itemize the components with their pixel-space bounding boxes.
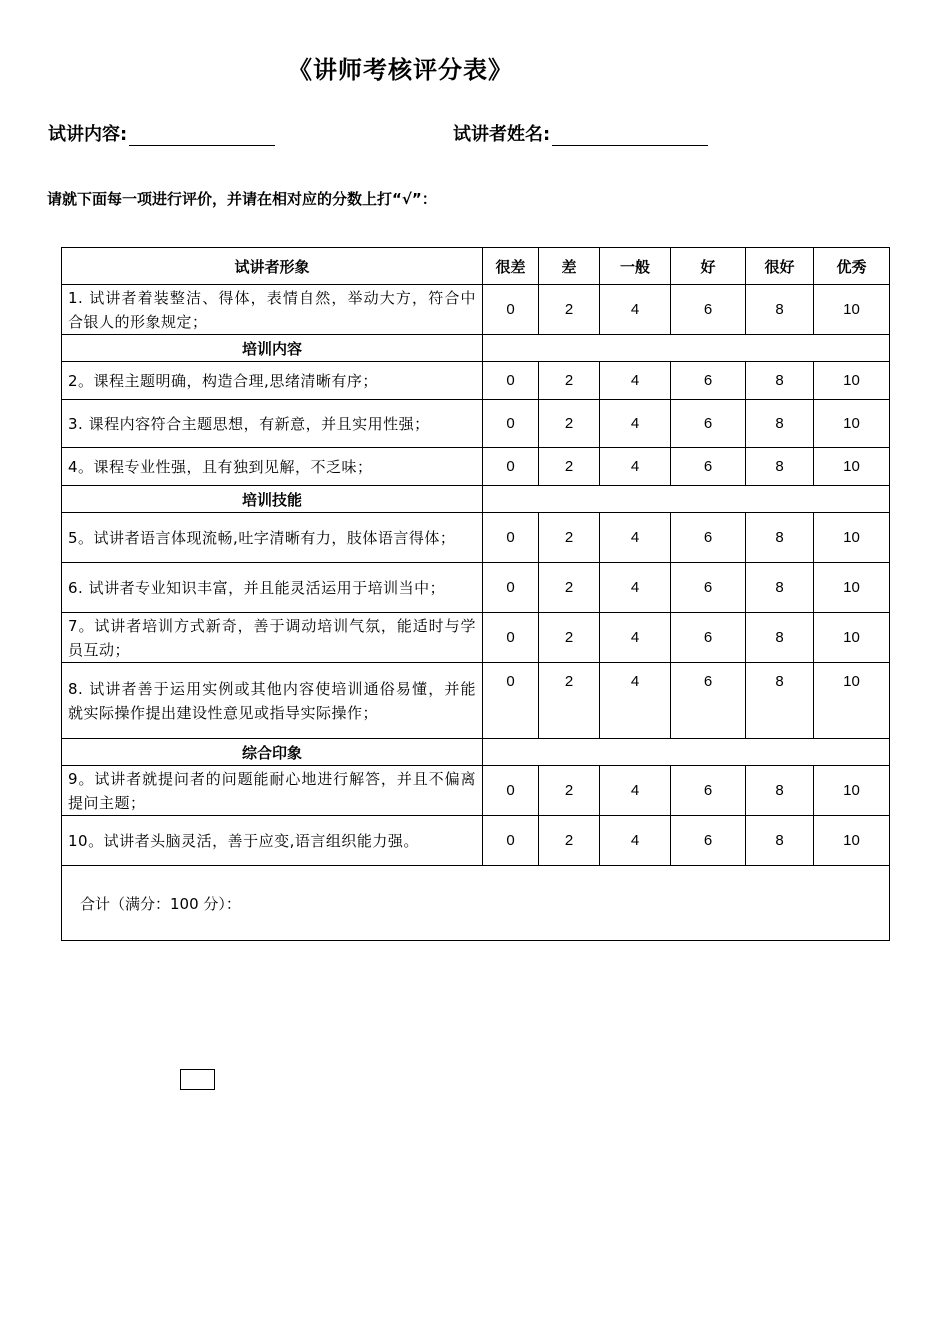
section-row bbox=[62, 335, 890, 362]
score-option[interactable]: 0 bbox=[483, 362, 539, 400]
section-blank-cell bbox=[483, 335, 890, 362]
criterion-text: 2。课程主题明确，构造合理,思绪清晰有序； bbox=[62, 362, 483, 400]
score-option[interactable]: 6 bbox=[671, 613, 746, 663]
criterion-text: 5。试讲者语言体现流畅,吐字清晰有力，肢体语言得体； bbox=[62, 513, 483, 563]
section-row bbox=[62, 739, 890, 766]
score-option[interactable]: 4 bbox=[600, 362, 671, 400]
content-label: 试讲内容: bbox=[48, 124, 128, 145]
score-option[interactable]: 2 bbox=[539, 563, 600, 613]
evaluation-table bbox=[61, 247, 890, 941]
section-blank-cell bbox=[483, 486, 890, 513]
score-option[interactable]: 0 bbox=[483, 513, 539, 563]
score-option[interactable]: 10 bbox=[814, 663, 890, 739]
score-option[interactable]: 2 bbox=[539, 766, 600, 816]
form-title: 《讲师考核评分表》 bbox=[288, 56, 513, 84]
score-option[interactable]: 0 bbox=[483, 766, 539, 816]
name-field bbox=[453, 120, 708, 146]
score-option[interactable]: 0 bbox=[483, 285, 539, 335]
score-option[interactable]: 8 bbox=[746, 400, 814, 448]
section-blank-cell bbox=[483, 739, 890, 766]
header-rating-poor: 差 bbox=[539, 248, 600, 285]
score-option[interactable]: 2 bbox=[539, 448, 600, 486]
header-row bbox=[62, 248, 890, 285]
score-option[interactable]: 0 bbox=[483, 663, 539, 739]
score-option[interactable]: 0 bbox=[483, 400, 539, 448]
score-option[interactable]: 10 bbox=[814, 816, 890, 866]
content-input-line[interactable] bbox=[129, 125, 275, 146]
total-row bbox=[62, 866, 890, 941]
score-option[interactable]: 6 bbox=[671, 400, 746, 448]
score-option[interactable]: 6 bbox=[671, 448, 746, 486]
score-option[interactable]: 8 bbox=[746, 285, 814, 335]
score-option[interactable]: 2 bbox=[539, 362, 600, 400]
score-option[interactable]: 10 bbox=[814, 400, 890, 448]
score-option[interactable]: 10 bbox=[814, 448, 890, 486]
criterion-text: 8. 试讲者善于运用实例或其他内容使培训通俗易懂，并能就实际操作提出建设性意见或指导实际操作； bbox=[62, 663, 483, 739]
criterion-text: 7。试讲者培训方式新奇，善于调动培训气氛，能适时与学员互动； bbox=[62, 613, 483, 663]
score-option[interactable]: 4 bbox=[600, 285, 671, 335]
score-option[interactable]: 0 bbox=[483, 613, 539, 663]
name-label: 试讲者姓名: bbox=[453, 124, 551, 145]
score-option[interactable]: 4 bbox=[600, 563, 671, 613]
score-option[interactable]: 8 bbox=[746, 816, 814, 866]
criterion-row bbox=[62, 362, 890, 400]
criterion-row bbox=[62, 766, 890, 816]
section-heading: 培训内容 bbox=[62, 335, 483, 362]
criterion-row bbox=[62, 816, 890, 866]
criterion-text: 3. 课程内容符合主题思想，有新意，并且实用性强； bbox=[62, 400, 483, 448]
score-option[interactable]: 2 bbox=[539, 663, 600, 739]
score-option[interactable]: 8 bbox=[746, 513, 814, 563]
score-option[interactable]: 4 bbox=[600, 448, 671, 486]
score-option[interactable]: 2 bbox=[539, 400, 600, 448]
score-option[interactable]: 6 bbox=[671, 663, 746, 739]
score-option[interactable]: 0 bbox=[483, 448, 539, 486]
score-option[interactable]: 0 bbox=[483, 563, 539, 613]
score-option[interactable]: 4 bbox=[600, 816, 671, 866]
score-option[interactable]: 6 bbox=[671, 766, 746, 816]
section-heading: 综合印象 bbox=[62, 739, 483, 766]
score-option[interactable]: 8 bbox=[746, 613, 814, 663]
small-box bbox=[180, 1069, 215, 1090]
score-option[interactable]: 4 bbox=[600, 613, 671, 663]
content-field bbox=[48, 120, 275, 146]
criterion-row bbox=[62, 613, 890, 663]
instruction-text: 请就下面每一项进行评价，并请在相对应的分数上打“√”： bbox=[47, 190, 437, 208]
criterion-row bbox=[62, 400, 890, 448]
section-row bbox=[62, 486, 890, 513]
score-option[interactable]: 10 bbox=[814, 766, 890, 816]
header-rating-excellent: 优秀 bbox=[814, 248, 890, 285]
header-rating-average: 一般 bbox=[600, 248, 671, 285]
header-item: 试讲者形象 bbox=[62, 248, 483, 285]
score-option[interactable]: 10 bbox=[814, 362, 890, 400]
criterion-row bbox=[62, 513, 890, 563]
score-option[interactable]: 8 bbox=[746, 766, 814, 816]
score-option[interactable]: 6 bbox=[671, 816, 746, 866]
header-rating-good: 好 bbox=[671, 248, 746, 285]
criterion-text: 4。课程专业性强，且有独到见解，不乏味； bbox=[62, 448, 483, 486]
total-label[interactable]: 合计（满分：100 分）： bbox=[62, 866, 890, 941]
score-option[interactable]: 8 bbox=[746, 448, 814, 486]
name-input-line[interactable] bbox=[552, 125, 708, 146]
score-option[interactable]: 8 bbox=[746, 563, 814, 613]
criterion-text: 6. 试讲者专业知识丰富，并且能灵活运用于培训当中； bbox=[62, 563, 483, 613]
score-option[interactable]: 10 bbox=[814, 563, 890, 613]
criterion-row bbox=[62, 448, 890, 486]
criterion-text: 10。试讲者头脑灵活，善于应变,语言组织能力强。 bbox=[62, 816, 483, 866]
header-rating-very-good: 很好 bbox=[746, 248, 814, 285]
score-option[interactable]: 6 bbox=[671, 362, 746, 400]
score-option[interactable]: 10 bbox=[814, 285, 890, 335]
score-option[interactable]: 2 bbox=[539, 513, 600, 563]
score-option[interactable]: 4 bbox=[600, 513, 671, 563]
criterion-row bbox=[62, 663, 890, 739]
criterion-row bbox=[62, 285, 890, 335]
score-option[interactable]: 0 bbox=[483, 816, 539, 866]
criterion-text: 1. 试讲者着装整洁、得体，表情自然，举动大方，符合中合银人的形象规定； bbox=[62, 285, 483, 335]
score-option[interactable]: 4 bbox=[600, 400, 671, 448]
score-option[interactable]: 8 bbox=[746, 663, 814, 739]
score-option[interactable]: 6 bbox=[671, 513, 746, 563]
score-option[interactable]: 2 bbox=[539, 285, 600, 335]
score-option[interactable]: 2 bbox=[539, 613, 600, 663]
header-rating-very-poor: 很差 bbox=[483, 248, 539, 285]
section-heading: 培训技能 bbox=[62, 486, 483, 513]
score-option[interactable]: 4 bbox=[600, 663, 671, 739]
score-option[interactable]: 6 bbox=[671, 563, 746, 613]
score-option[interactable]: 10 bbox=[814, 513, 890, 563]
score-option[interactable]: 2 bbox=[539, 816, 600, 866]
score-option[interactable]: 10 bbox=[814, 613, 890, 663]
score-option[interactable]: 4 bbox=[600, 766, 671, 816]
score-option[interactable]: 6 bbox=[671, 285, 746, 335]
criterion-text: 9。试讲者就提问者的问题能耐心地进行解答，并且不偏离提问主题； bbox=[62, 766, 483, 816]
criterion-row bbox=[62, 563, 890, 613]
score-option[interactable]: 8 bbox=[746, 362, 814, 400]
